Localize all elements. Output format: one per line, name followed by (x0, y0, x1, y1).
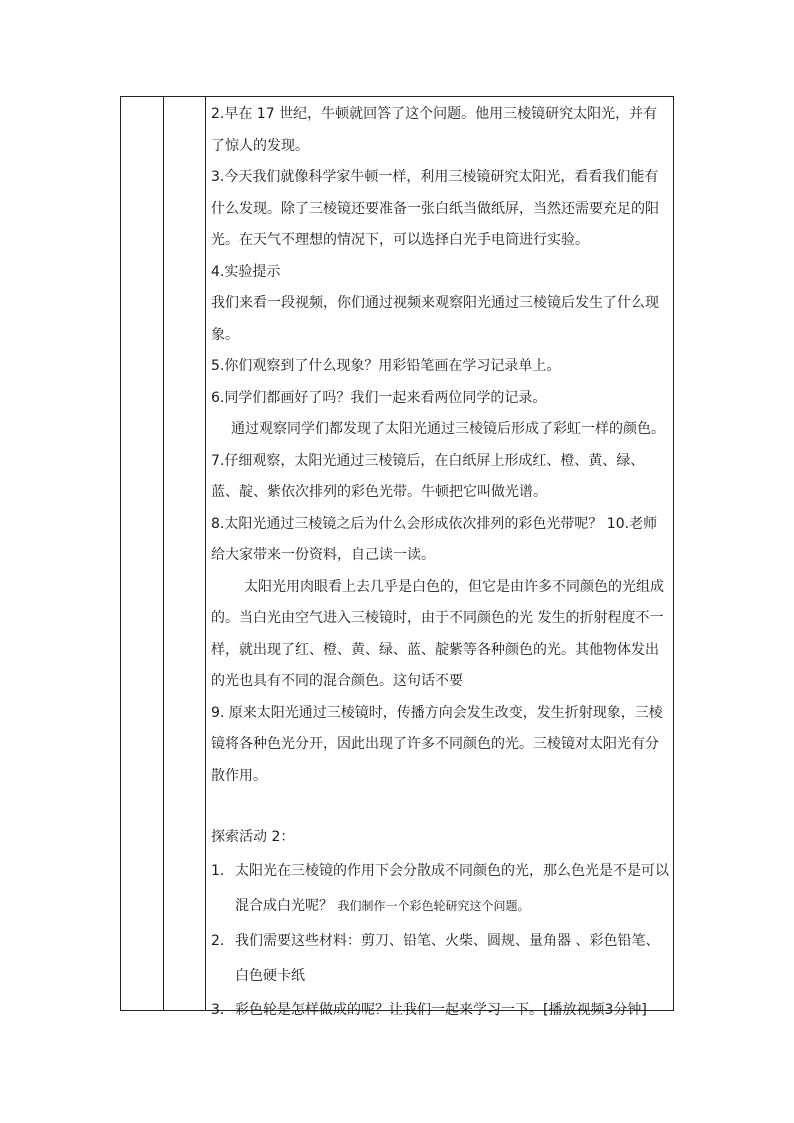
item-text: 太阳光在三棱镜的作用下会分散成不同颜色的光，那么色光是不是可以混合成白光呢？ (235, 862, 669, 914)
reading-material: 太阳光用肉眼看上去几乎是白色的，但它是由许多不同颜色的光组成的。当白光由空气进入三棱镜时，由于不同颜色的光 发生的折射程度不一样，就出现了红、橙、黄、绿、蓝、靛紫等各种颜色的光。其他物体发出的光也具有不同的混合颜色。这句话不要 (211, 578, 664, 689)
paragraph-4: 4.实验提示 (211, 263, 281, 280)
paragraph-8: 8.太阳光通过三棱镜之后为什么会形成依次排列的彩色光带呢？ 10.老师给大家带来一份资料，自己读一读。 (211, 515, 658, 563)
paragraph-6: 6.同学们都画好了吗？我们一起来看两位同学的记录。 (211, 389, 547, 406)
item-note: 我们制作一个彩色轮研究这个问题。 (337, 898, 530, 913)
spacer (211, 792, 671, 822)
paragraph-6-body: 通过观察同学们都发现了太阳光通过三棱镜后形成了彩虹一样的颜色。 (231, 421, 665, 437)
item-text: 我们需要这些材料：剪刀、铅笔、火柴、圆规、量角器 、彩色铅笔、白色硬卡纸 (235, 932, 660, 984)
item-text: 彩色轮是怎样做成的呢？让我们一起来学习一下。[播放视频3分钟] (235, 1001, 647, 1018)
item-number: 3． (211, 1001, 234, 1018)
item-number: 1. (211, 862, 225, 879)
paragraph-5: 5.你们观察到了什么现象？用彩铅笔画在学习记录单上。 (211, 358, 561, 374)
paragraph-7: 7.仔细观察，太阳光通过三棱镜后，在白纸屏上形成红、橙、黄、绿、蓝、靛、紫依次排列的彩色光带。牛顿把它叫做光谱。 (211, 452, 645, 500)
paragraph-3: 3.今天我们就像科学家牛顿一样，利用三棱镜研究太阳光，看看我们能有什么发现。除了三棱镜还要准备一张白纸当做纸屏，当然还需要充足的阳光。在天气不理想的情况下，可以选择白光手电筒进行实验。 (211, 169, 659, 248)
column-divider-1 (163, 97, 164, 1010)
activity-item-1 (211, 854, 671, 924)
lesson-content (211, 99, 671, 1027)
activity-item-2 (211, 924, 671, 994)
lesson-table (120, 96, 674, 1018)
paragraph-9: 9. 原来太阳光通过三棱镜时，传播方向会发生改变，发生折射现象，三棱镜将各种色光分开，因此出现了许多不同颜色的光。三棱镜对太阳光有分散作用。 (211, 704, 663, 784)
paragraph-4-body: 我们来看一段视频，你们通过视频来观察阳光通过三棱镜后发生了什么现象。 (211, 295, 659, 343)
column-divider-2 (205, 97, 206, 1010)
activity-2-heading: 探索活动 2： (211, 829, 295, 845)
activity-item-3 (211, 994, 671, 1027)
item-body (235, 854, 671, 924)
paragraph-2: 2.早在 17 世纪，牛顿就回答了这个问题。他用三棱镜研究太阳光，并有了惊人的发现。 (211, 106, 658, 154)
item-number: 2. (211, 932, 225, 949)
